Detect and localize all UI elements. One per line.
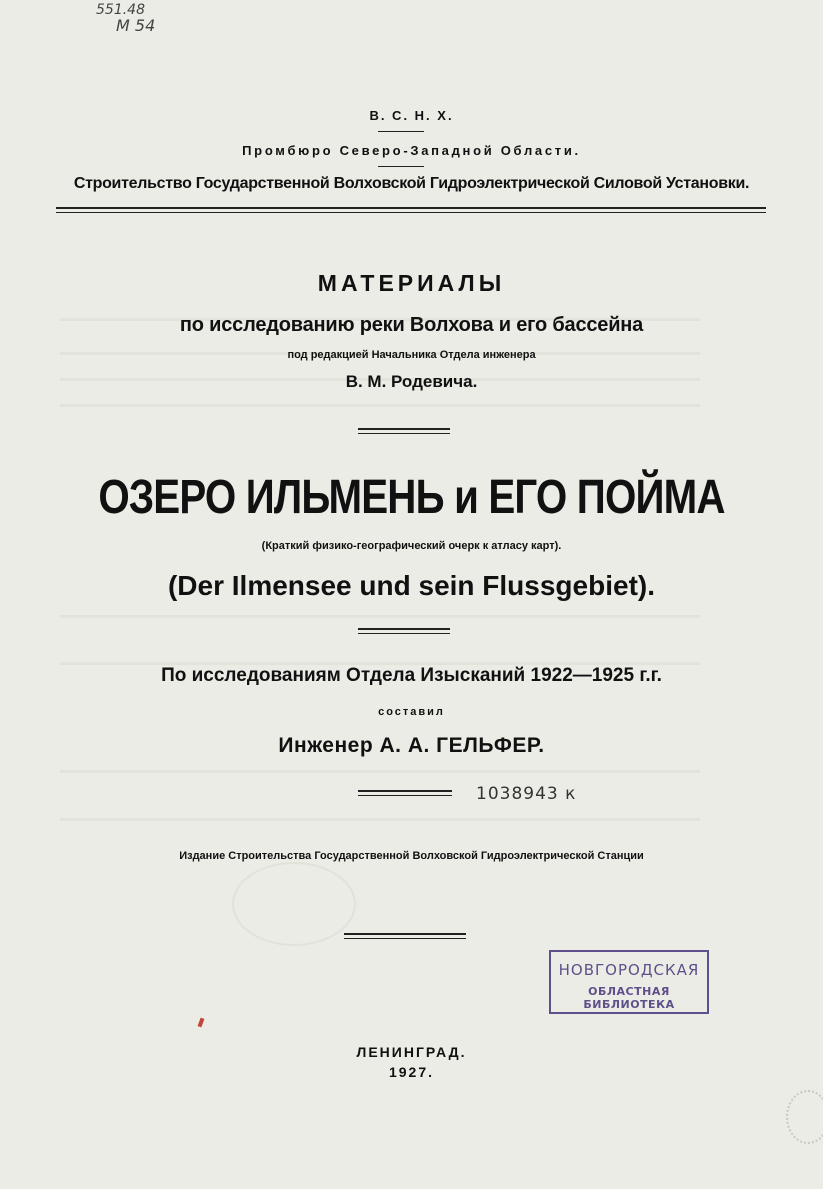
- imprint-year: 1927.: [388, 1064, 435, 1080]
- main-title: ОЗЕРО ИЛЬМЕНЬ и ЕГО ПОЙМА: [98, 471, 725, 524]
- org-short: В. С. Н. Х.: [369, 108, 454, 123]
- editor-name: В. М. Родевича.: [345, 372, 478, 391]
- research-basis: По исследованиям Отдела Изысканий 1922—1925 г.г.: [161, 665, 662, 686]
- bleed-through-line: [60, 404, 700, 407]
- series-subtitle: по исследованию реки Волхова и его бассейна: [179, 314, 644, 336]
- construction-line: Строительство Государственной Волховской Гидроэлектрической Силовой Установки.: [73, 175, 750, 192]
- subtitle-german: (Der Ilmensee und sein Flussgebiet).: [167, 570, 655, 601]
- edge-seal-mark: [786, 1090, 823, 1144]
- bleed-through-line: [60, 818, 700, 821]
- compiled-label: составил: [378, 706, 445, 718]
- imprint-city: ЛЕНИНГРАД.: [356, 1044, 467, 1060]
- section-double-rule: [358, 628, 450, 634]
- stamp-line-2: ОБЛАСТНАЯ БИБЛИОТЕКА: [583, 985, 675, 1011]
- bleed-through-line: [60, 615, 700, 618]
- section-double-rule: [358, 428, 450, 434]
- publisher-line: Издание Строительства Государственной Волховской Гидроэлектрической Станции: [179, 850, 644, 862]
- short-rule: [378, 131, 424, 132]
- section-double-rule: [358, 790, 452, 796]
- bleed-through-line: [60, 770, 700, 773]
- short-rule: [378, 166, 424, 167]
- stamp-line-1: НОВГОРОДСКАЯ: [558, 961, 700, 979]
- series-title: МАТЕРИАЛЫ: [317, 270, 506, 296]
- header-double-rule: [56, 207, 766, 213]
- inventory-number: 1038943 к: [476, 784, 577, 804]
- subtitle-russian: (Краткий физико-географический очерк к атласу карт).: [261, 540, 562, 552]
- bureau-line: Промбюро Северо-Западной Области.: [242, 143, 581, 158]
- library-stamp: [549, 950, 709, 1014]
- faint-stamp-impression: [232, 862, 356, 946]
- editor-line: под редакцией Начальника Отдела инженера: [287, 349, 536, 361]
- author-line: Инженер А. А. ГЕЛЬФЕР.: [278, 734, 545, 757]
- call-number-bottom: М 54: [116, 16, 156, 35]
- red-ink-mark: [198, 1018, 205, 1028]
- section-double-rule: [344, 933, 466, 939]
- call-number-top: 551.48: [96, 2, 145, 18]
